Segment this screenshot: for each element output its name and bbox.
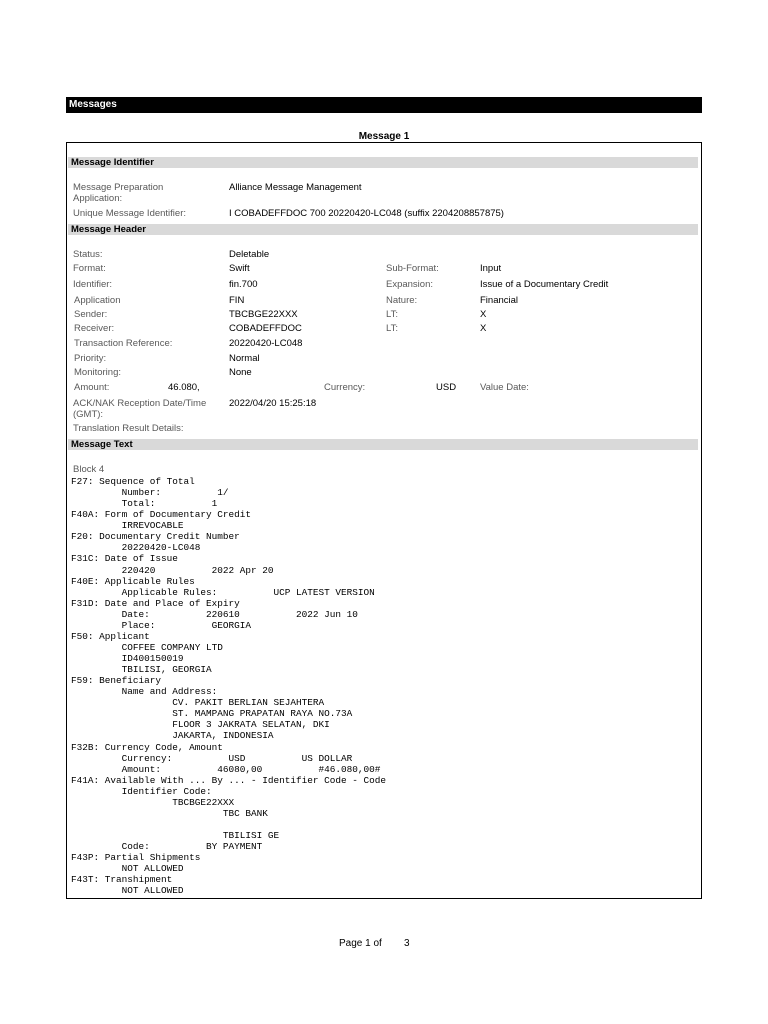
application-value: FIN — [229, 295, 245, 306]
monitoring-value: None — [229, 367, 252, 378]
messages-title: Messages — [69, 99, 117, 110]
application-label: Application — [74, 295, 121, 306]
message-title: Message 1 — [358, 131, 410, 142]
translation-label: Translation Result Details: — [73, 423, 184, 434]
sender-lt-value: X — [480, 309, 487, 320]
value-date-label: Value Date: — [480, 382, 529, 393]
sender-lt-label: LT: — [386, 309, 398, 320]
currency-value: USD — [436, 382, 457, 393]
trn-value: 20220420-LC048 — [229, 338, 303, 349]
section-title: Message Text — [71, 439, 133, 450]
section-title: Message Header — [71, 224, 146, 235]
receiver-value: COBADEFFDOC — [229, 323, 302, 334]
expansion-label: Expansion: — [386, 279, 434, 290]
nature-value: Financial — [480, 295, 519, 306]
sender-value: TBCBGE22XXX — [229, 309, 298, 320]
receiver-lt-value: X — [480, 323, 487, 334]
identifier-value: fin.700 — [229, 279, 258, 290]
umi-value: I COBADEFFDOC 700 20220420-LC048 (suffix 2204208857875) — [229, 208, 504, 219]
identifier-label: Identifier: — [73, 279, 113, 290]
format-label: Format: — [73, 263, 106, 274]
ack-value: 2022/04/20 15:25:18 — [229, 398, 317, 409]
receiver-lt-label: LT: — [386, 323, 398, 334]
amount-value: 46.080, — [168, 382, 200, 393]
priority-label: Priority: — [74, 353, 107, 364]
subformat-value: Input — [480, 263, 502, 274]
prep-app-label: Message Preparation Application: — [73, 182, 164, 204]
format-value: Swift — [229, 263, 250, 274]
trn-label: Transaction Reference: — [74, 338, 173, 349]
umi-label: Unique Message Identifier: — [73, 208, 187, 219]
monitoring-label: Monitoring: — [74, 367, 121, 378]
block-label: Block 4 — [73, 464, 105, 475]
ack-label: ACK/NAK Reception Date/Time (GMT): — [73, 398, 207, 420]
section-message-text — [68, 439, 698, 450]
status-value: Deletable — [229, 249, 270, 260]
section-message-header — [68, 224, 698, 235]
block-4-text: F27: Sequence of Total Number: 1/ Total: 1 F40A: Form of Documentary Credit IRREVOCABLE F20: Documentary Credit Number 20220420-LC048 F31C: Date of Issue 220420 2022 Apr 20 F40E: Applicable Rules Applicable Rules: UCP LATEST VERSION F31D: Date and Place of Expiry Date: 220610 2022 Jun 10 Place: GEORGIA F50: Applicant COFFEE COMPANY LTD ID400150019 TBILISI, GEORGIA F59: Beneficiary Name and Address: CV. PAKIT BERLIAN SEJAHTERA ST. MAMPANG PRAPATAN RAYA NO.73A FLOOR 3 JAKRATA SELATAN, DKI JAKARTA, INDONESIA F32B: Currency Code, Amount Currency: USD US DOLLAR Amount: 46080,00 #46.080,00# F41A: Available With ... By ... - Identifier Code - Code Identifier Code: TBCBGE22XXX TBC BANK TBILISI GE Code: BY PAYMENT F43P: Partial Shipments NOT ALLOWED F43T: Transhipment NOT ALLOWED — [71, 476, 387, 897]
sender-label: Sender: — [74, 309, 108, 320]
priority-value: Normal — [229, 353, 260, 364]
expansion-value: Issue of a Documentary Credit — [480, 279, 609, 290]
prep-app-value: Alliance Message Management — [229, 182, 362, 193]
section-title: Message Identifier — [71, 157, 154, 168]
page-label: Page 1 of — [339, 938, 382, 949]
amount-label: Amount: — [74, 382, 110, 393]
section-message-identifier — [68, 157, 698, 168]
status-label: Status: — [73, 249, 103, 260]
subformat-label: Sub-Format: — [386, 263, 439, 274]
messages-header-bar — [66, 97, 702, 113]
currency-label: Currency: — [324, 382, 366, 393]
receiver-label: Receiver: — [74, 323, 115, 334]
nature-label: Nature: — [386, 295, 418, 306]
page-total: 3 — [404, 938, 410, 949]
